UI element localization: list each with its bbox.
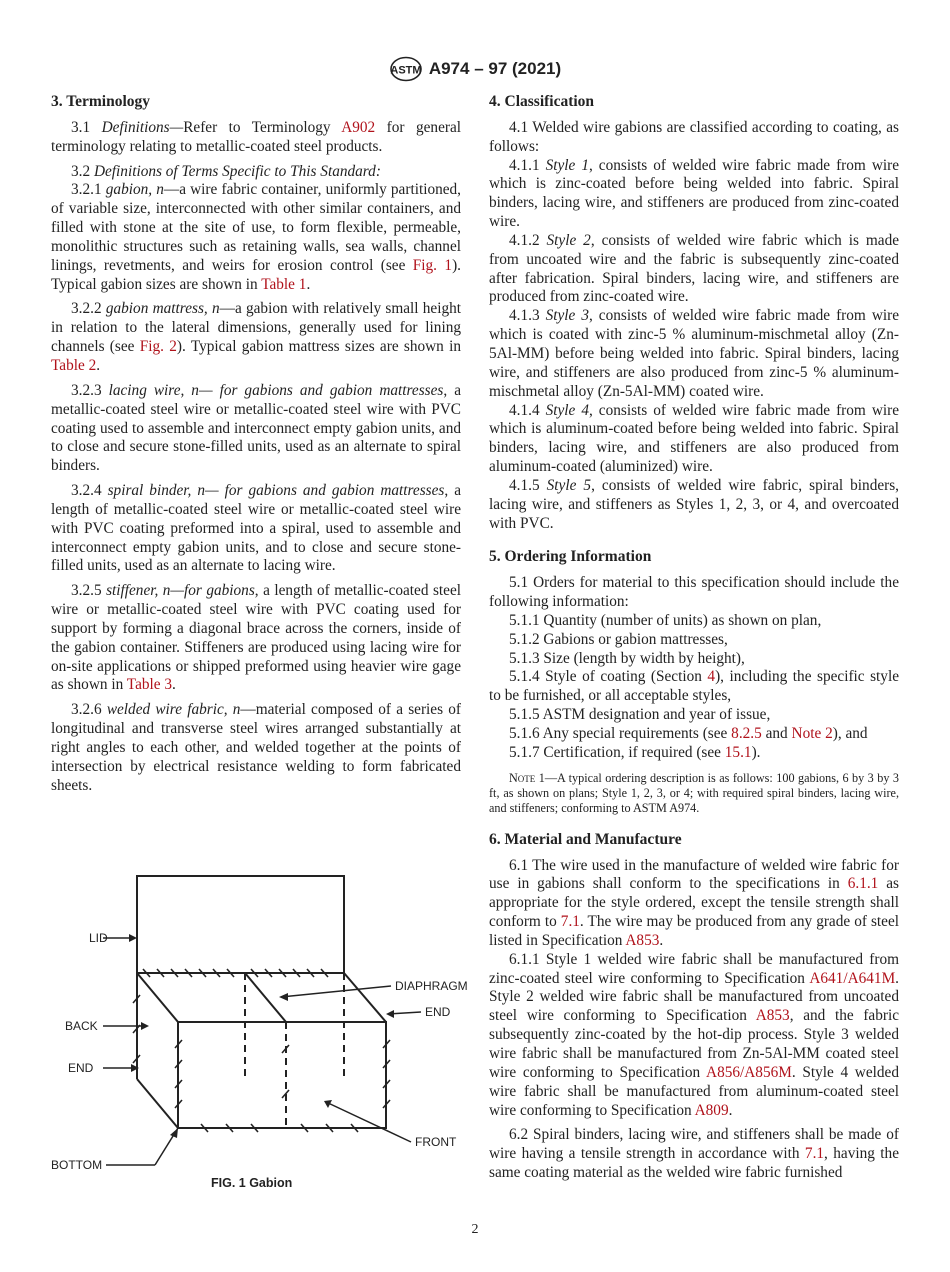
para-5-1: 5.1 Orders for material to this specification should include the following information: <box>489 574 899 611</box>
section-5-heading: 5. Ordering Information <box>489 548 652 566</box>
para-3-2-5: 3.2.5 stiffener, n—for gabions, a length of metallic-coated steel wire or metallic-coated steel wire with PVC coating used for support by forming a diagonal brace across the corners, inside of the gabion container. Stiffeners are produced using lacing wire for on-site applications or shipped preformed using heavier wire gage as shown in Table 3. <box>51 582 461 694</box>
para-6-2: 6.2 Spiral binders, lacing wire, and stiffeners shall be made of wire having a tensile strength in accordance with 7.1, having the same coating material as the welded wire fabric furnished <box>489 1126 900 1182</box>
para-3-2: 3.2 Definitions of Terms Specific to This Standard: <box>71 162 381 180</box>
para-4-1-3: 4.1.3 Style 3, consists of welded wire fabric made from wire which is coated with zinc-5 % aluminum-mischmetal alloy (Zn-5Al-MM) before being welded into fabric. Spiral binders, lacing wire, and stiffeners are also produced from zinc-5 % aluminum-mischmetal alloy (Zn-5Al-MM) coated wire. <box>489 307 899 400</box>
para-3-2-2: 3.2.2 gabion mattress, n—a gabion with relatively small height in relation to the lateral dimensions, generally used for lining channels (see Fig. 2). Typical gabion mattress sizes are shown in Table 2. <box>51 300 462 374</box>
link-note-2[interactable]: Note 2 <box>791 725 833 742</box>
para-4-1-4: 4.1.4 Style 4, consists of welded wire fabric made from wire which is aluminum-coated before being welded into fabric. Spiral binders, lacing wire, and stiffeners are also produced from aluminum-coated (aluminized) wire. <box>489 401 899 476</box>
link-7-1-2[interactable]: 7.1 <box>804 1145 825 1163</box>
link-section-4[interactable]: 4 <box>707 668 716 686</box>
note-1: Note 1—A typical ordering description is as follows: 100 gabions, 6 by 3 by 3 ft, as shown on plans; Style 1, 2, 3, or 4; with required spiral binders, lacing wire, and stiffeners; conforming to ASTM A974. <box>489 770 899 815</box>
label-back: BACK <box>65 1019 98 1033</box>
para-5-1-2: 5.1.2 Gabions or gabion mattresses, <box>509 630 728 648</box>
figure-caption: FIG. 1 Gabion <box>211 1176 293 1190</box>
label-front: FRONT <box>415 1135 457 1149</box>
label-diaphragm: DIAPHRAGM <box>395 979 468 993</box>
link-7-1[interactable]: 7.1 <box>560 913 580 931</box>
page-header <box>0 56 950 87</box>
link-8-2-5[interactable]: 8.2.5 <box>731 725 762 742</box>
front-panel <box>178 1022 386 1128</box>
link-15-1[interactable]: 15.1 <box>724 743 752 761</box>
section-6-heading: 6. Material and Manufacture <box>489 830 682 848</box>
link-table-2[interactable]: Table 2 <box>51 356 97 374</box>
label-end-right: END <box>425 1005 451 1019</box>
para-6-1: 6.1 The wire used in the manufacture of welded wire fabric for use in gabions shall conform to the specifications in 6.1.1 as appropriate for the style ordered, except the tensile strength shall conform to 7.1. The wire may be produced from any grade of steel listed in Specification A853. <box>489 856 900 949</box>
label-end-left: END <box>68 1061 94 1075</box>
link-a641[interactable]: A641/A641M <box>809 969 896 987</box>
left-column <box>51 93 461 796</box>
label-lid: LID <box>89 931 108 945</box>
para-3-2-1: 3.2.1 gabion, n—a wire fabric container, uniformly partitioned, of variable size, interconnected with other similar containers, and filled with stone at the site of use, to form flexible, permeable, monolithic structures such as retaining walls, sea walls, channel linings, revetments, and weirs for erosion control (see Fig. 1). Typical gabion sizes are shown in Table 1. <box>51 181 461 293</box>
para-4-1-1: 4.1.1 Style 1, consists of welded wire fabric made from wire which is zinc-coated before being welded into fabric. Spiral binders, lacing wire, and stiffeners are produced from zinc-coated wire. <box>489 156 899 231</box>
astm-logo-text: ASTM <box>390 64 422 77</box>
figure-1-gabion <box>51 865 471 1195</box>
para-5-1-1: 5.1.1 Quantity (number of units) as shown on plan, <box>509 611 822 629</box>
para-5-1-4: 5.1.4 Style of coating (Section 4), including the specific style to be furnished, or all acceptable styles, <box>489 668 900 705</box>
para-3-1: 3.1 Definitions—Refer to Terminology A902 for general terminology relating to metallic-coated steel products. <box>51 118 461 155</box>
link-fig-1[interactable]: Fig. 1 <box>412 256 453 274</box>
para-4-1-5: 4.1.5 Style 5, consists of welded wire fabric, spiral binders, lacing wire, and stiffeners as Styles 1, 2, 3, or 4, and overcoated with PVC. <box>489 476 900 532</box>
link-a856[interactable]: A856/A856M <box>706 1063 792 1081</box>
section-3-heading: 3. Terminology <box>51 93 151 110</box>
para-5-1-3: 5.1.3 Size (length by width by height), <box>509 649 745 667</box>
para-3-2-3: 3.2.3 lacing wire, n— for gabions and gabion mattresses, a metallic-coated steel wire or metallic-coated steel wire with PVC coating used to assemble and interconnect empty gabion units, and to close and secure stone-filled units, used as an alternate to spiral binders. <box>51 381 461 475</box>
gabion-diagram <box>51 865 471 1195</box>
para-5-1-5: 5.1.5 ASTM designation and year of issue, <box>509 706 771 724</box>
link-6-1-1[interactable]: 6.1.1 <box>847 875 879 893</box>
link-table-3[interactable]: Table 3 <box>126 676 173 694</box>
link-a902[interactable]: A902 <box>341 118 376 136</box>
right-column <box>489 93 899 1183</box>
astm-logo-icon <box>389 56 423 82</box>
para-4-1: 4.1 Welded wire gabions are classified according to coating, as follows: <box>489 118 899 155</box>
para-3-2-4: 3.2.4 spiral binder, n— for gabions and gabion mattresses, a length of metallic-coated steel wire or metallic-coated steel wire with PVC coating preformed into a spiral, used to assemble and interconnect empty gabion units, and to close and secure stone-filled units, used as an alternate to lacing wire. <box>51 482 461 575</box>
para-4-1-2: 4.1.2 Style 2, consists of welded wire fabric which is made from uncoated wire and the fabric is subsequently zinc-coated after fabrication. Spiral binders, lacing wire, and stiffeners are produced from zinc-coated wire. <box>489 231 900 306</box>
document-designation: A974 – 97 (2021) <box>428 59 562 78</box>
link-a853[interactable]: A853 <box>625 931 660 949</box>
label-bottom: BOTTOM <box>51 1158 103 1172</box>
para-5-1-6: 5.1.6 Any special requirements (see 8.2.5 and Note 2), and <box>509 725 868 742</box>
para-3-2-6: 3.2.6 welded wire fabric, n—material composed of a series of longitudinal and transverse steel wires arranged substantially at right angles to each other, and welded together at the points of intersection by electrical resistance welding to form fabricated sheets. <box>51 701 462 794</box>
page-number: 2 <box>471 1222 479 1237</box>
link-fig-2[interactable]: Fig. 2 <box>139 338 177 356</box>
section-4-heading: 4. Classification <box>489 93 595 110</box>
diaphragm-line <box>245 973 286 1022</box>
para-6-1-1: 6.1.1 Style 1 welded wire fabric shall be manufactured from zinc-coated steel wire conforming to Specification A641/A641M. Style 2 welded wire fabric shall be manufactured from uncoated steel wire conforming to Specification A853, and the fabric subsequently zinc-coated by the hot-dip process. Style 3 welded wire fabric shall be manufactured from Zn-5Al-MM coated steel wire conforming to Specification A856/A856M. Style 4 welded wire fabric shall be manufactured from aluminum-coated steel wire conforming to Specification A809. <box>489 950 899 1119</box>
link-a809[interactable]: A809 <box>694 1101 729 1119</box>
para-5-1-7: 5.1.7 Certification, if required (see 15.1). <box>509 743 761 761</box>
link-table-1[interactable]: Table 1 <box>261 275 307 293</box>
link-a853-2[interactable]: A853 <box>755 1007 790 1025</box>
lid-panel <box>137 876 344 973</box>
